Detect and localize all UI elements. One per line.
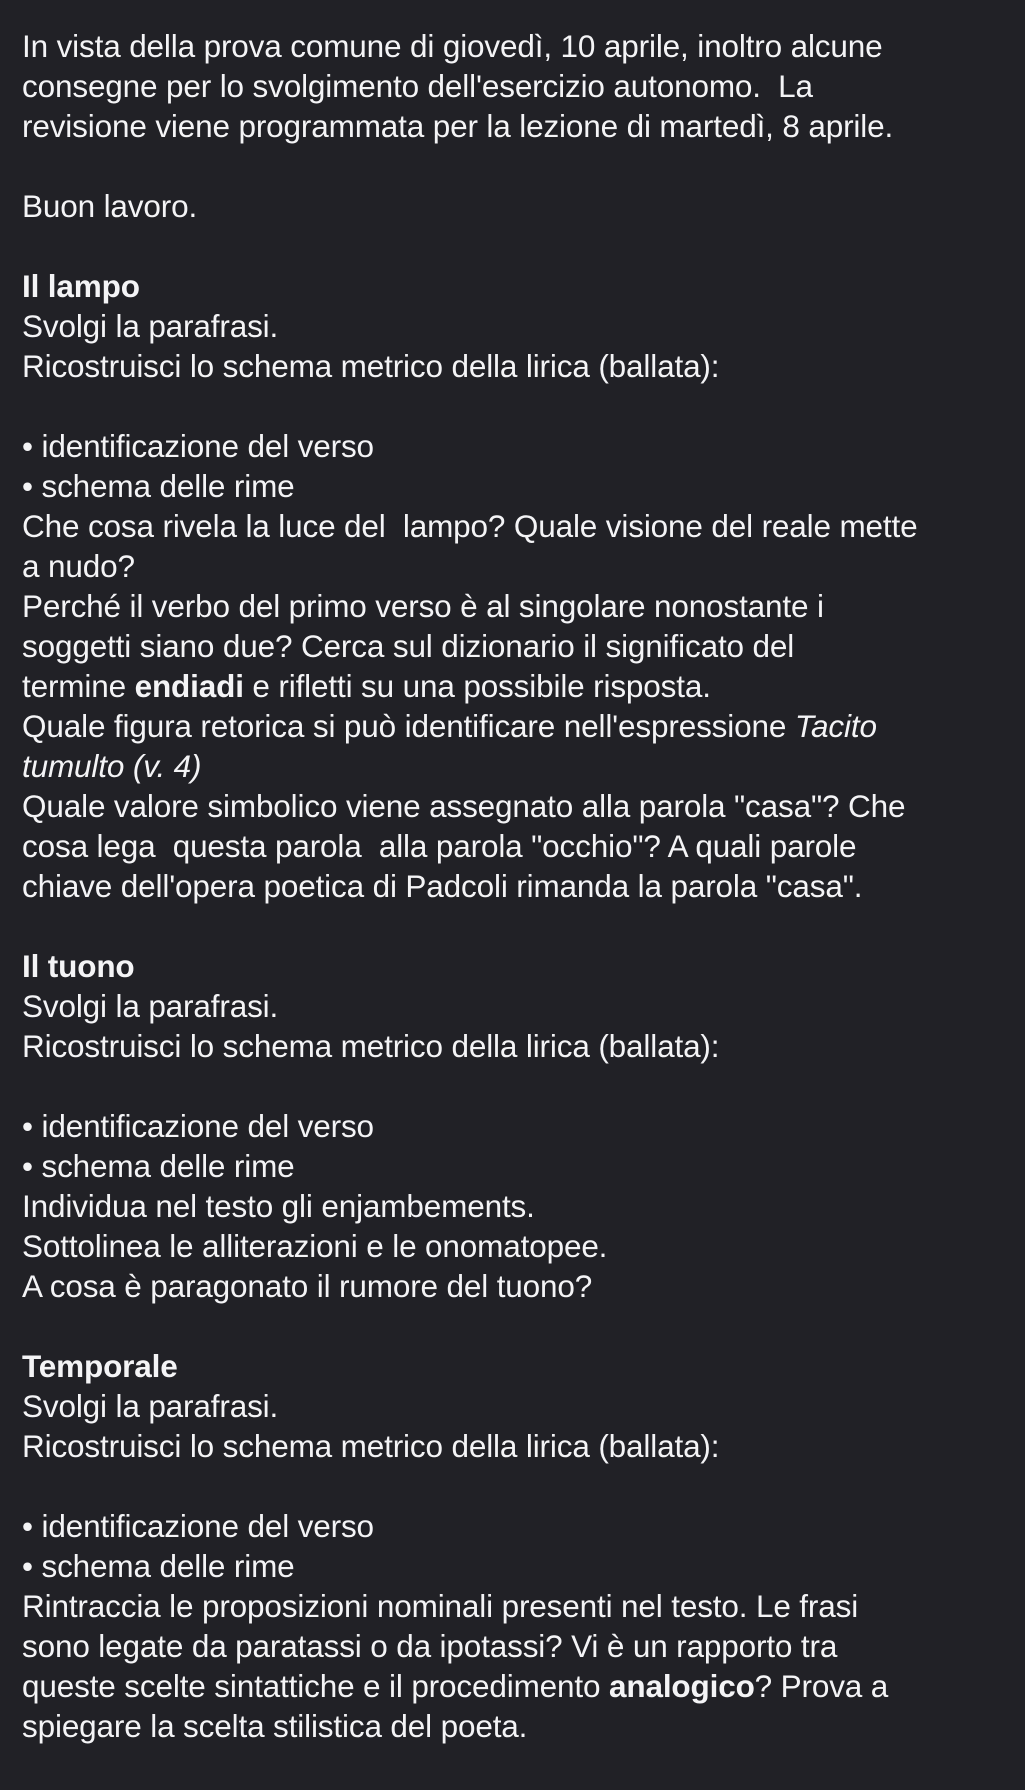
bold-term-endiadi: endiadi <box>134 668 244 704</box>
task-line: Svolgi la parafrasi. <box>22 308 279 344</box>
bullet-item: • identificazione del verso <box>22 1508 374 1544</box>
question-text: Quale figura retorica si può identificare nell'espressione <box>22 708 795 744</box>
task-line: Ricostruisci lo schema metrico della lirica (ballata): <box>22 1028 720 1064</box>
spacer <box>22 1306 1017 1346</box>
question-text: termine <box>22 668 135 704</box>
question-line <box>22 706 1017 746</box>
question-line: a nudo? <box>22 548 135 584</box>
section-title: Il lampo <box>22 268 140 304</box>
greeting: Buon lavoro. <box>22 188 198 224</box>
bullet-item: • identificazione del verso <box>22 428 374 464</box>
spacer <box>22 386 1017 426</box>
question-line <box>22 1666 1017 1706</box>
bold-term-analogico: analogico <box>608 1668 755 1704</box>
question-line: chiave dell'opera poetica di Padcoli rimanda la parola "casa". <box>22 868 863 904</box>
spacer <box>22 1066 1017 1106</box>
question-line: Individua nel testo gli enjambements. <box>22 1188 535 1224</box>
section-il-tuono <box>22 946 1017 1306</box>
italic-quote: Tacito <box>794 708 877 744</box>
question-line: Perché il verbo del primo verso è al singolare nonostante i <box>22 588 824 624</box>
bullet-item: • schema delle rime <box>22 1548 295 1584</box>
bullet-item: • schema delle rime <box>22 1148 295 1184</box>
question-line: Sottolinea le alliterazioni e le onomatopee. <box>22 1228 608 1264</box>
question-line <box>22 666 1017 706</box>
question-line: Quale valore simbolico viene assegnato alla parola "casa"? Che <box>22 788 906 824</box>
task-line: Ricostruisci lo schema metrico della lirica (ballata): <box>22 1428 720 1464</box>
question-line: A cosa è paragonato il rumore del tuono? <box>22 1268 593 1304</box>
question-line: cosa lega questa parola alla parola "occhio"? A quali parole <box>22 828 857 864</box>
bullet-item: • schema delle rime <box>22 468 295 504</box>
question-line: soggetti siano due? Cerca sul dizionario il significato del <box>22 628 795 664</box>
section-title: Temporale <box>22 1348 178 1384</box>
intro-line: In vista della prova comune di giovedì, 10 aprile, inoltro alcune <box>22 28 883 64</box>
intro-line: revisione viene programmata per la lezione di martedì, 8 aprile. <box>22 108 894 144</box>
section-title: Il tuono <box>22 948 135 984</box>
task-line: Svolgi la parafrasi. <box>22 1388 279 1424</box>
spacer <box>22 1466 1017 1506</box>
section-il-lampo <box>22 266 1017 906</box>
message-body <box>22 26 1017 1746</box>
spacer <box>22 146 1017 186</box>
question-text: e rifletti su una possibile risposta. <box>243 668 711 704</box>
spacer <box>22 226 1017 266</box>
intro-paragraph <box>22 26 1017 146</box>
task-line: Ricostruisci lo schema metrico della lirica (ballata): <box>22 348 720 384</box>
question-line: sono legate da paratassi o da ipotassi? Vi è un rapporto tra <box>22 1628 838 1664</box>
question-text: queste scelte sintattiche e il procedimento <box>22 1668 609 1704</box>
spacer <box>22 906 1017 946</box>
question-line: Che cosa rivela la luce del lampo? Quale visione del reale mette <box>22 508 918 544</box>
question-line: Rintraccia le proposizioni nominali presenti nel testo. Le frasi <box>22 1588 859 1624</box>
question-line <box>22 746 1017 786</box>
intro-line: consegne per lo svolgimento dell'esercizio autonomo. La <box>22 68 813 104</box>
italic-quote: tumulto (v. 4) <box>22 748 202 784</box>
bullet-item: • identificazione del verso <box>22 1108 374 1144</box>
task-line: Svolgi la parafrasi. <box>22 988 279 1024</box>
section-temporale <box>22 1346 1017 1746</box>
question-text: ? Prova a <box>754 1668 889 1704</box>
question-line: spiegare la scelta stilistica del poeta. <box>22 1708 528 1744</box>
